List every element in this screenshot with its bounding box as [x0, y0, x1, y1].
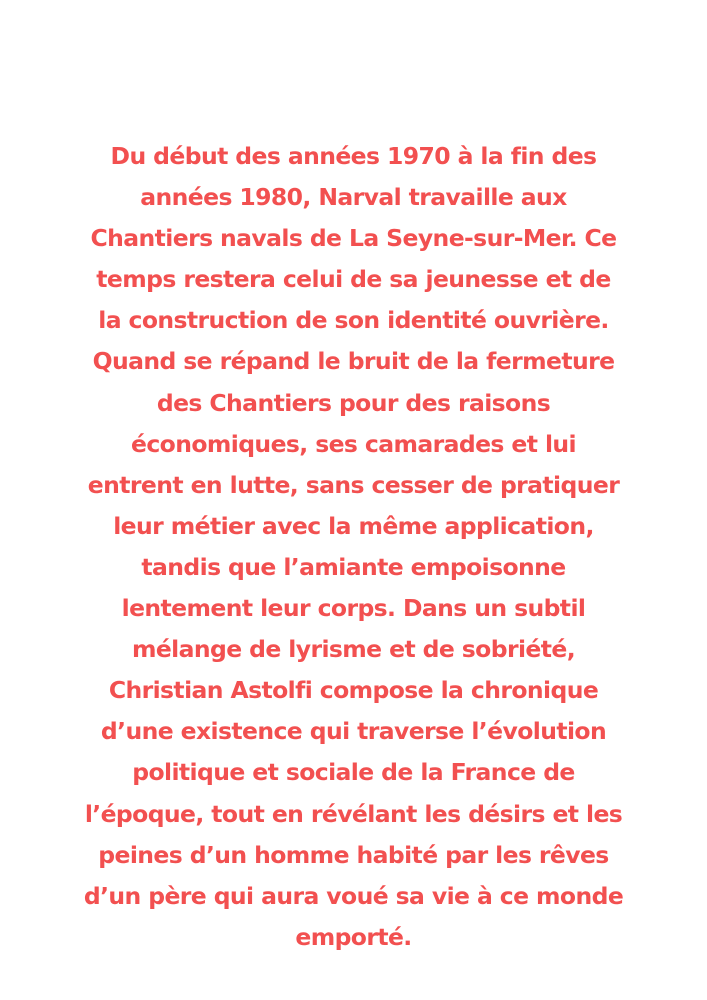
text-line: Christian Astolfi compose la chronique	[108, 676, 599, 705]
text-line: temps restera celui de sa jeunesse et de	[96, 265, 611, 294]
text-line: tandis que l’amiante empoisonne	[141, 552, 566, 581]
text-line: d’une existence qui traverse l’évolution	[100, 717, 607, 746]
text-line: mélange de lyrisme et de sobriété,	[131, 635, 576, 664]
synopsis-paragraph	[30, 136, 677, 958]
text-line: Du début des années 1970 à la fin des	[110, 142, 597, 170]
text-line: leur métier avec la même application,	[113, 511, 594, 540]
text-line: Quand se répand le bruit de la fermeture	[92, 347, 615, 376]
text-line: politique et sociale de la France de	[132, 758, 575, 787]
text-line: emporté.	[295, 922, 412, 951]
text-line: entrent en lutte, sans cesser de pratiquer	[87, 470, 620, 499]
text-line: la construction de son identité ouvrière.	[98, 306, 609, 335]
text-line: économiques, ses camarades et lui	[130, 429, 576, 458]
text-line: peines d’un homme habité par les rêves	[98, 840, 609, 869]
text-line: années 1980, Narval travaille aux	[140, 183, 567, 212]
text-line: l’époque, tout en révélant les désirs et les	[84, 799, 623, 828]
text-line: des Chantiers pour des raisons	[156, 388, 551, 417]
text-line: Chantiers navals de La Seyne-sur-Mer. Ce	[90, 224, 617, 253]
text-line: d’un père qui aura voué sa vie à ce monde	[83, 881, 624, 910]
text-line: lentement leur corps. Dans un subtil	[121, 594, 586, 623]
